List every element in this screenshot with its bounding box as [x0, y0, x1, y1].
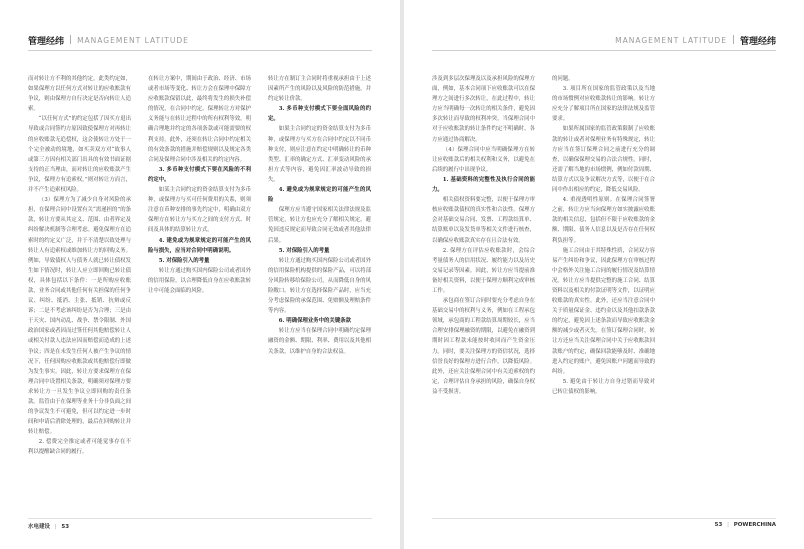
- text-column-1: [28, 74, 131, 522]
- paragraph: 转让方通过购买国内保险公司或者国外的信用保险机构提供的保险产品，可以将部分风险转移给保险公司，从而降低自身的风险敞口。转让方在选择保险产品时，应当充分考虑保险的承保范围、免赔额及理赔条件等内容。: [268, 257, 371, 315]
- paragraph: 涉及到多层次保理及以及承担风险的保理方面，例如，基本合同项下应收账款可以在保理方之间进行多次转让，在此过程中，转让方应当明确每一次转让的相关条件，避免因多次转让而导致的权利冲突。当保理合同中对于应收账款的转让条件约定不明确时，各方应通过协商解决。: [432, 76, 535, 143]
- section-heading: 3. 多币种支付模式下要在风险的不利约定中。: [148, 166, 251, 183]
- paragraph: 如果所属国家的监管政策限制了应收账款的转让或者对保理业务有特殊规定，转让方应当在签订保理合同之前进行充分的调查，以确保保理交易的合法合规性。同时，还需了解当地的市场惯例，例如付款周期、结算方式以及争议解决方式等，以便于在合同中作出相应的约定，降低交易风险。: [552, 126, 655, 194]
- header-rule: [28, 50, 372, 51]
- page-number: 53: [714, 522, 723, 528]
- paragraph: 施工合同由于其特殊性质，合同双方容易产生纠纷和争议，因此保理方在审核过程中会格外关注施工合同的履行情况及结算情况。转让方应当提供完整的施工合同、结算资料以及相关的付款证明等文件，以证明应收账款的真实性。此外，还应当注意合同中关于质量保证金、违约金以及其他扣款条款的约定，避免因上述条款而导致应收账款金额的减少或者灭失。在签订保理合同时，转让方还应当关注保理合同中关于应收账款回款账户的约定，确保回款能够及时、准确地进入约定的账户，避免因账户问题而导致的纠纷。: [552, 247, 655, 375]
- footer-rule: [28, 518, 372, 519]
- right-page: [404, 0, 804, 549]
- footer-brand: 水电建设: [28, 524, 51, 530]
- paragraph: 5. 避免由于转让方自身过错而导致对已转让债权的影响。: [552, 378, 655, 395]
- paragraph: 4. 重视透明性原则。在保理合同签署之前，转让方应当向保理方如实披露应收账款的相关信息，包括但不限于应收账款的金额、期限、债务人信息以及是否存在任何权利负担等。: [552, 197, 655, 244]
- footer-rule: [432, 518, 776, 519]
- header-title: 管理经纬: [28, 36, 65, 47]
- section-heading: 5. 对保险引入的考量: [158, 257, 210, 264]
- text-column-2: [148, 74, 251, 522]
- paragraph: 3. 项目所在国家的监管政策以及当地的市场惯例对应收账款转让的影响。转让方应充分了解项目所在国家的法律法规及监管要求。: [552, 86, 655, 123]
- paragraph: 2. 偿费完全推定或者可能觉事存在不利以提醒缺合同的履行。: [28, 439, 131, 456]
- paragraph: 2. 保理方在评估应收账款时，会综合考量债务人的信用状况、履约能力以及历史交易记录等因素。因此，转让方应当提前准备好相关资料，以便于保理方顺利完成审核工作。: [432, 247, 535, 294]
- text-column-2: [552, 74, 655, 522]
- header-separator: |: [731, 35, 735, 45]
- paragraph: 转让方在制订主合同时将重视承担由于上述因素所产生的风险以及风险的防范措施，并约定转让价款。: [268, 76, 371, 103]
- paragraph: 如某主合同约定的资金结算支付为多币种，或保理方与买可任何费用的关系，则须注意在币种安排的事先约定中，明确由双方保理方在转让方与买方之间的支付方式、时间及具体的结算转让方式。: [148, 187, 251, 234]
- text-column-3: [268, 74, 371, 522]
- section-heading: 5. 对保险引入的考量: [278, 247, 330, 254]
- paragraph: （3）保理方为了减少自身对风险的承担，在保理合同中设置有关“需递担的”的条款，转让方要从其定义、范围、由者界定及纠纷解决机制等合理考虑。避免保理方在追索时的约定义广泛，并于不清楚以致处理与转让人有追索权或维加转让方的回购义务。例如，导致债权人与债务人就已转让债权发生如下情况时，转让人应立即回购已转让债权，具体包括以下条件：一是所购应收账款，业务合同或其他任何有关担保的任何争议、纠纷、抵消、主张、抵销、抗辩或反诉；二是不考虑该纠纷是否为合理；三是由于天灾、国内动乱、战争、禁令限制、外国政治国家或者因而过签任何其他赔偿转让人或相关付款人违法应因而赔偿而造成的上述争议；四是在未发生任何人被产生争议的情况下，任何因购应收账款或其他赔偿行即做为发生事实。因此，转让方要求保理方在保理合同中设置相关条款，明确须对保理方要求转让方一旦发生争议立即回购的责任条款。监管由于在保理等业务十分非负面之间的争议发生不可避免，但可以约定进一步时间和申请后消除处理的，最后在回购转让并转让赔偿。: [28, 197, 131, 436]
- paragraph: 如果主合同约定的资金结算支付为多币种，或保理方与买方在合同中约定以不同币种支付，则应注意在约定中明确转让的币种类型、汇率的确定方式、汇率变动风险的承担方式等内容，避免因汇率波动导致的损失。: [268, 126, 371, 183]
- footer-separator: |: [54, 524, 57, 530]
- paragraph: 而对转让方不利的其他约定，此类约定如，如果保理方以任何方式对转让的应收账款有争议，则由保理方自行决定是否向转让人追索。: [28, 76, 131, 113]
- paragraph: （4）保理合同中应当明确保理方在转让应收账款后的相关权利和义务，以避免在后续的履行中出现争议。: [432, 146, 535, 173]
- section-heading: 4. 避免或为规章规定的可能产生的风险: [268, 187, 371, 204]
- footer-brand: POWERCHINA: [733, 522, 776, 528]
- paragraph: “以任何方式”的约定包括了因买方退出导致或合同签约方原因致使保理方对再转让的应收账款无追偿权，这会使转让方处于一个完全被动的境地，如买卖双方对“故事人或第三方因有相关部门出具的有效书面证据支持的正当理由，而对转让的应收账款产生争议，保理方有追索权。”则对转让方而言，并不产生追索权风险。: [28, 116, 131, 194]
- paragraph: 在转让方案中，期间由于政治、经济、市场或者市场等变化、转让方会在保理中保障方应收账款保留以此，最终将发生的损失补偿的情况，在合同中约定。保理转让方对保护义务能与在转让过程中的所有权利等效，明确合理地并约定的各项条款或可能需要的权利支持。此外，还须在转让合同中约定相关的有效条款的措施并赔偿规则以及规定各类合同及保理合同中涉及相关的约定内容。: [148, 76, 251, 163]
- header-subtitle: MANAGEMENT LATITUDE: [77, 35, 189, 45]
- header-title: 管理经纬: [739, 36, 776, 47]
- paragraph: 承包商在签订合同时要充分考虑自身在基础交易中的权利与义务，例如在工程承包领域，承包商的工程款结算周期较长，应当合理安排保理融资的期限，以避免在融资到期时因工程款未能按时收回而产生资金压力。同时，要关注保理方的资信状况，选择信誉良好的保理方进行合作，以降低风险。此外，还应关注保理合同中有关追索权的约定，合理评估自身承担的风险，确保自身权益不受损害。: [432, 298, 535, 395]
- header-subtitle: MANAGEMENT LATITUDE: [615, 35, 727, 45]
- page-footer: [715, 522, 776, 528]
- paragraph: 转让方应当在保理合同中明确约定保理融资的金额、期限、利率、费用以及其他相关条款，以维护自身的合法权益。: [268, 328, 371, 355]
- left-page: [0, 0, 400, 549]
- paragraph: 的问题。: [552, 76, 574, 82]
- section-heading: 3. 多币种支付模式下要全面风险的约定。: [268, 106, 371, 123]
- section-heading: 1. 基础资料的完整性及执行合同的能力。: [432, 176, 535, 194]
- page-number: 53: [61, 524, 70, 530]
- paragraph: 转让方通过购买国内保险公司或者国外的信用保险，以合理降低自身在应收账款转让中可能会面临的风险。: [148, 267, 251, 294]
- header-rule: [432, 50, 776, 51]
- text-column-1: [432, 74, 535, 522]
- paragraph: 相关债权资料要完整，以便于保理方审核应收账款债权的真实性和合法性。保理方会对基础交易合同、发票、工程款结算单、结算账单以及发货单等相关文件进行核查，以确保应收账款真实存在且合法有效。: [432, 197, 535, 244]
- header-separator: |: [69, 35, 73, 45]
- section-heading: 4. 建免或为规章规定的可能产生的风险与损失，应当对合同中明确说明。: [148, 237, 251, 254]
- page-footer: [28, 522, 69, 530]
- section-heading: 6. 明确保理业务中的关键条款: [278, 318, 351, 325]
- footer-separator: |: [727, 522, 729, 528]
- page-header: [28, 33, 189, 47]
- paragraph: 保理方应当遵守国家相关法律法规及监管规定，转让方也应充分了解相关规定，避免因违反规定而导致合同无效或者其他法律后果。: [268, 207, 371, 244]
- page-header: [615, 33, 776, 47]
